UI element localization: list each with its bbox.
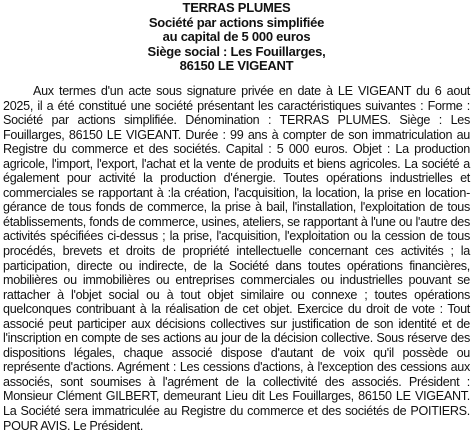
company-name: TERRAS PLUMES (182, 0, 291, 15)
company-form: Société par actions simplifiée (148, 14, 325, 30)
notice-body: Aux termes d'un acte sous signature privée en date à LE VIGEANT du 6 aout 2025, il a été constitué une société présentant les caractéristiques suivantes : Forme : Société par actions simplifiée. Dénomination : TERRAS PLUMES. Siège : Les Fouillarges, 86150 LE VIGEANT. Durée : 99 ans à compter de son immatriculation au Registre du commerce et des sociétés. Capital : 5 000 euros. Objet : La production agricole, l'import, l'export, l'achat et la vente de produits et biens agricoles. La société a également pour activité la production d'énergie. Toutes opérations industrielles et commerciales se rapportant à :la création, l'acquisition, la location, la prise en location-gérance de tous fonds de commerce, la prise à bail, l'installation, l'exploitation de tous établissements, fonds de commerce, usines, ateliers, se rapportant à l'une ou l'autre des activités spécifiées ci-dessus ; la prise, l'acquisition, l'exploitation ou la cession de tous procédés, brevets et droits de propriété intellectuelle concernant ces activités ; la participation, directe ou indirecte, de la Société dans toutes opérations financières, mobilières ou immobilières ou entreprises commerciales ou industrielles pouvant se rattacher à l'objet social ou à tout objet similaire ou connexe ; toutes opérations quelconques contribuant à la réalisation de cet objet. Exercice du droit de vote : Tout associé peut participer aux décisions collectives sur justification de son identité et de l'inscription en compte de ses actions au jour de la décision collective. Sous réserve des dispositions légales, chaque associé dispose d'autant de voix qu'il possède ou représente d'actions. Agrément : Les cessions d'actions, à l'exception des cessions aux associés, sont soumises à l'agrément de la collectivité des associés. Président : Monsieur Clément GILBERT, demeurant Lieu dit Les Fouillarges, 86150 LE VIGEANT. La Société sera immatriculée au Registre du commerce et des sociétés de POITIERS. POUR AVIS. Le Président. (3, 83, 470, 433)
registered-office-city: 86150 LE VIGEANT (179, 58, 294, 74)
company-capital: au capital de 5 000 euros (162, 29, 311, 45)
registered-office: Siège social : Les Fouillarges, (147, 43, 326, 59)
notice-header (3, 1, 470, 74)
